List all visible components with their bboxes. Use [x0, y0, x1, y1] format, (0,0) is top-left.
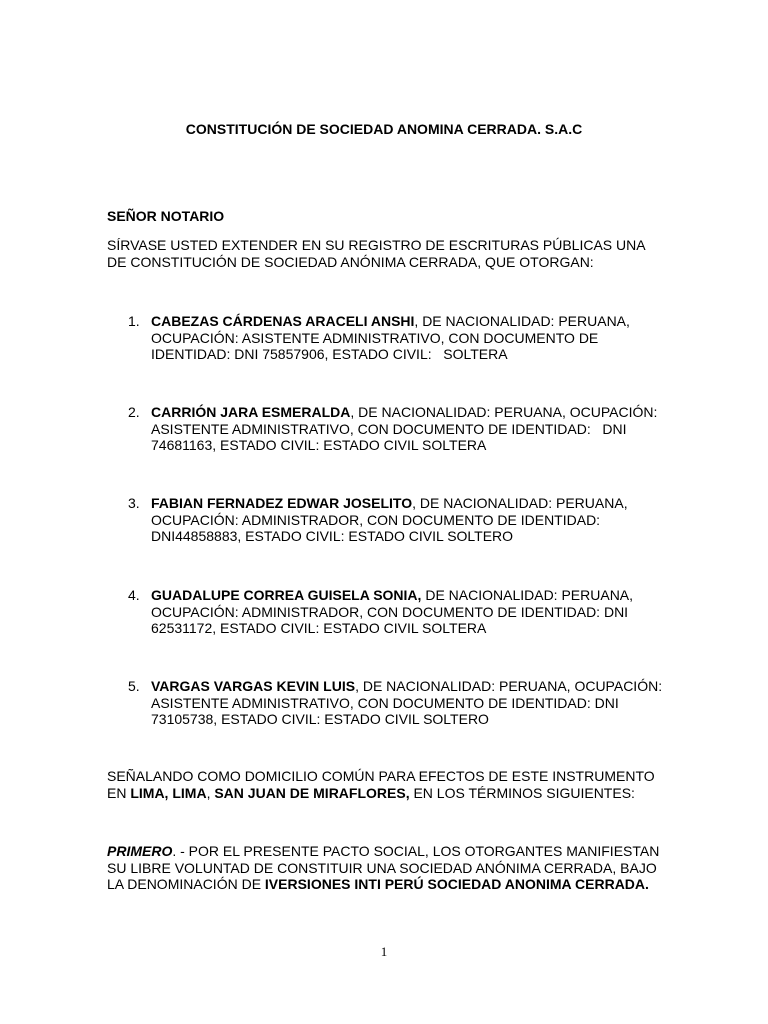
- domicile-place: LIMA, LIMA: [130, 784, 207, 801]
- list-number: 1.: [128, 313, 140, 329]
- grantor-name: CABEZAS CÁRDENAS ARACELI ANSHI: [151, 313, 415, 329]
- list-number: 4.: [128, 587, 140, 603]
- domicile-text: EN: [107, 784, 131, 801]
- page-number: 1: [380, 944, 388, 959]
- clause-text: . - POR EL PRESENTE PACTO SOCIAL, LOS OTORGANTES MANIFIESTAN: [172, 843, 660, 859]
- intro-line: DE CONSTITUCIÓN DE SOCIEDAD ANÓNIMA CERRADA, QUE OTORGAN:: [107, 253, 594, 270]
- domicile-line: SEÑALANDO COMO DOMICILIO COMÚN PARA EFECTOS DE ESTE INSTRUMENTO: [107, 768, 655, 784]
- list-number: 3.: [128, 495, 140, 511]
- grantor-description: [151, 495, 671, 545]
- intro-paragraph: [107, 237, 667, 270]
- grantor-text: , DE NACIONALIDAD: PERUANA, OCUPACIÓN:: [350, 404, 658, 420]
- intro-line: SÍRVASE USTED EXTENDER EN SU REGISTRO DE ESCRITURAS PÚBLICAS UNA: [107, 237, 646, 253]
- domicile-district: SAN JUAN DE MIRAFLORES,: [214, 784, 410, 801]
- clause-text: LA DENOMINACIÓN DE: [107, 876, 265, 892]
- clause-text: SU LIBRE VOLUNTAD DE CONSTITUIR UNA SOCIEDAD ANÓNIMA CERRADA, BAJO: [107, 859, 657, 876]
- grantor-text: OCUPACIÓN: ASISTENTE ADMINISTRATIVO, CON DOCUMENTO DE: [151, 329, 599, 346]
- document-title: CONSTITUCIÓN DE SOCIEDAD ANOMINA CERRADA. S.A.C: [185, 121, 583, 137]
- list-number: 5.: [128, 678, 140, 694]
- grantor-text: 74681163, ESTADO CIVIL: ESTADO CIVIL SOLTERA: [151, 437, 487, 453]
- domicile-text: ,: [206, 784, 215, 801]
- grantor-description: [151, 313, 671, 363]
- list-number: 2.: [128, 404, 140, 420]
- grantor-text: , DE NACIONALIDAD: PERUANA,: [414, 313, 630, 329]
- grantor-name: FABIAN FERNADEZ EDWAR JOSELITO: [151, 495, 413, 511]
- company-name: IVERSIONES INTI PERÚ SOCIEDAD ANONIMA CERRADA.: [264, 876, 649, 892]
- grantor-description: [151, 404, 671, 454]
- domicile-paragraph: [107, 768, 667, 801]
- grantor-name: CARRIÓN JARA ESMERALDA: [151, 404, 351, 420]
- grantor-text: OCUPACIÓN: ADMINISTRADOR, CON DOCUMENTO DE IDENTIDAD:: [151, 511, 601, 528]
- clause-primero: [107, 843, 667, 893]
- grantor-text: ASISTENTE ADMINISTRATIVO, CON DOCUMENTO DE IDENTIDAD: DNI: [151, 420, 627, 437]
- grantor-description: [151, 587, 671, 637]
- grantor-text: , DE NACIONALIDAD: PERUANA, OCUPACIÓN:: [355, 678, 663, 694]
- clause-label: PRIMERO: [107, 843, 173, 859]
- grantor-description: [151, 678, 671, 728]
- grantor-text: 73105738, ESTADO CIVIL: ESTADO CIVIL SOLTERO: [151, 711, 489, 727]
- grantor-text: 62531172, ESTADO CIVIL: ESTADO CIVIL SOLTERA: [151, 620, 487, 636]
- grantor-text: , DE NACIONALIDAD: PERUANA,: [412, 495, 628, 511]
- grantor-text: DE NACIONALIDAD: PERUANA,: [421, 587, 634, 603]
- grantor-text: ASISTENTE ADMINISTRATIVO, CON DOCUMENTO DE IDENTIDAD: DNI: [151, 694, 619, 711]
- grantor-text: DNI44858883, ESTADO CIVIL: ESTADO CIVIL SOLTERO: [151, 528, 514, 544]
- domicile-text: EN LOS TÉRMINOS SIGUIENTES:: [409, 784, 635, 801]
- grantor-text: OCUPACIÓN: ADMINISTRADOR, CON DOCUMENTO DE IDENTIDAD: DNI: [151, 603, 629, 620]
- grantor-name: GUADALUPE CORREA GUISELA SONIA,: [151, 587, 422, 603]
- grantor-text: IDENTIDAD: DNI 75857906, ESTADO CIVIL: SOLTERA: [151, 346, 508, 362]
- addressee: SEÑOR NOTARIO: [107, 208, 225, 224]
- grantor-name: VARGAS VARGAS KEVIN LUIS: [151, 678, 356, 694]
